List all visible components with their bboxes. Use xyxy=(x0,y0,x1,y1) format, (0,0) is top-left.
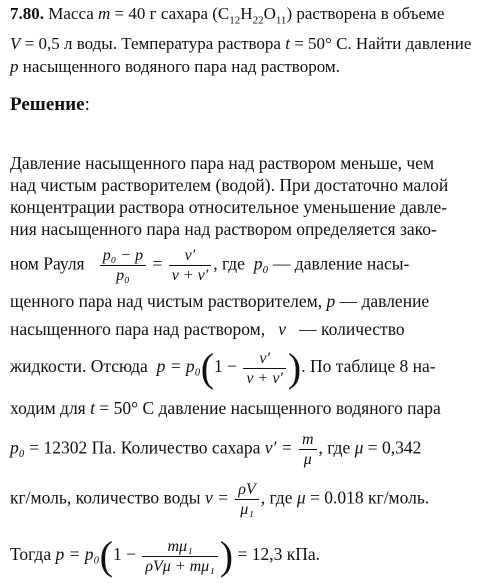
fraction-nu xyxy=(243,349,286,388)
text: = 12302 Па. Количество сахара xyxy=(29,437,261,458)
solution-line-6 xyxy=(10,290,498,312)
text: , где xyxy=(213,253,245,274)
heading-colon: : xyxy=(84,94,90,115)
denominator: μ₁ xyxy=(240,501,254,518)
text: = 50° C давление насыщенного водяного пара xyxy=(99,398,441,418)
var-p: p xyxy=(326,291,336,311)
fraction-m-mu xyxy=(299,430,317,469)
var-nu: ν xyxy=(278,319,287,339)
text: насыщенного пара над раствором, xyxy=(10,319,266,339)
text: — давление насы- xyxy=(272,253,410,274)
numerator: m xyxy=(299,430,317,450)
solution-line-3 xyxy=(10,196,498,218)
var-mu: μ xyxy=(296,487,306,508)
solution-heading xyxy=(10,94,90,116)
numerator: ν′ xyxy=(169,246,212,266)
solution-line-9 xyxy=(10,397,498,419)
text: H xyxy=(240,4,253,23)
solution-line-5 xyxy=(10,246,498,285)
text: концентрации раствора относительное уменьшение давле- xyxy=(10,197,448,217)
text: 1 − xyxy=(112,544,136,565)
problem-number: 7.80. xyxy=(10,4,44,23)
text: , где xyxy=(260,487,293,508)
text: кг/моль, количество воды xyxy=(10,487,201,508)
fraction-rho-v xyxy=(235,480,258,519)
numerator: p₀ − p xyxy=(100,246,146,266)
text: над чистым растворителем (водой). При достаточно малой xyxy=(10,175,449,195)
var-p0: p₀ xyxy=(253,253,269,274)
formula-p: p = p₀ xyxy=(156,356,201,377)
var-t: t xyxy=(90,398,95,418)
solution-line-7 xyxy=(10,318,498,340)
problem-line-3 xyxy=(10,55,498,78)
text: Тогда xyxy=(10,544,52,565)
text: — количество xyxy=(299,319,405,339)
text: O xyxy=(263,4,276,23)
text: . По таблице 8 на- xyxy=(301,356,436,377)
text: насыщенного водяного пара над раствором. xyxy=(18,57,340,77)
text: ) растворена в объеме xyxy=(286,4,445,23)
solution-line-11 xyxy=(10,480,498,519)
text: = 0,5 л воды. Температура раствора xyxy=(20,34,286,54)
text: = 0.018 кг/моль. xyxy=(310,487,430,508)
paren-open: ( xyxy=(99,533,113,578)
numerator: mμ₁ xyxy=(142,537,217,557)
formula-p: p = p₀ xyxy=(55,544,100,565)
subscript: 11 xyxy=(275,14,287,27)
text: = 0,342 xyxy=(367,437,422,458)
text: ния насыщенного пара над раствором определяется зако- xyxy=(10,219,437,239)
text: = 12,3 кПа. xyxy=(237,544,321,565)
numerator: ρV xyxy=(235,480,258,500)
text: Давление насыщенного пара над раствором меньше, чем xyxy=(10,153,435,173)
text: щенного пара над чистым растворителем, xyxy=(10,291,323,311)
solution-line-8 xyxy=(10,345,498,390)
text: = 50° C. Найти давление xyxy=(289,34,472,54)
numerator: ν′ xyxy=(243,349,286,369)
text: , где xyxy=(318,437,351,458)
text: жидкости. Отсюда xyxy=(10,356,148,377)
text: ходим для xyxy=(10,398,86,418)
text: 1 − xyxy=(214,356,238,377)
denominator: ν + ν′ xyxy=(246,369,283,387)
var-m: m xyxy=(98,4,111,23)
solution-line-2 xyxy=(10,174,498,196)
denominator: ν + ν′ xyxy=(171,267,209,284)
problem-line-2 xyxy=(10,32,498,55)
text: Масса xyxy=(48,4,99,23)
fraction-final xyxy=(142,537,217,576)
solution-line-4 xyxy=(10,218,498,240)
raoult-fraction-left xyxy=(100,246,146,285)
var-nu-prime: ν′ = xyxy=(264,437,293,458)
var-v: V xyxy=(10,34,21,54)
subscript: 22 xyxy=(252,14,264,27)
paren-open: ( xyxy=(200,345,215,390)
paren-close: ) xyxy=(287,345,302,390)
raoult-fraction-right xyxy=(169,246,212,285)
problem-statement xyxy=(10,2,498,78)
denominator: μ xyxy=(303,451,312,468)
var-p0: p₀ xyxy=(10,437,25,458)
text: ном Рауля xyxy=(10,253,85,274)
problem-line-1 xyxy=(10,2,498,32)
denominator: p₀ xyxy=(116,267,130,284)
heading-text: Решение xyxy=(10,94,85,115)
var-nu: ν = xyxy=(204,487,229,508)
solution-line-12 xyxy=(10,533,498,578)
text: = 40 г сахара (C xyxy=(110,4,230,23)
var-t: t xyxy=(285,34,290,54)
denominator: ρVμ + mμ₁ xyxy=(145,557,215,575)
text: — давление xyxy=(339,291,430,311)
solution-line-10 xyxy=(10,430,498,469)
var-mu: μ xyxy=(354,437,364,458)
var-p: p xyxy=(10,57,19,77)
solution-line-1 xyxy=(10,152,498,174)
equals: = xyxy=(152,253,163,274)
paren-close: ) xyxy=(219,533,234,578)
subscript: 12 xyxy=(229,14,241,27)
